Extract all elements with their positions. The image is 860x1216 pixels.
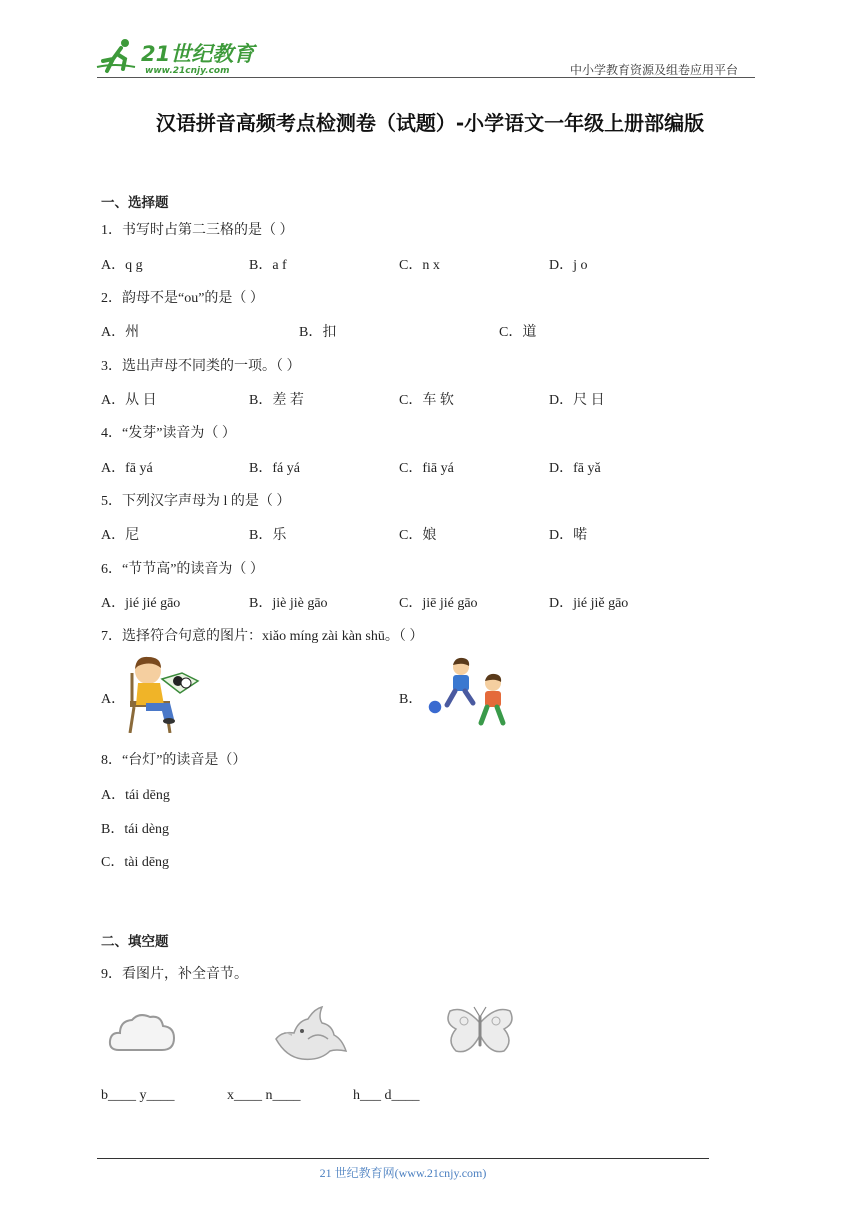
kids-playing-football-picture[interactable] — [425, 657, 515, 733]
q8-option-b[interactable]: B．tái dèng — [101, 822, 170, 837]
section-heading-fill: 二、填空题 — [101, 934, 169, 950]
q5-option-c[interactable]: C．娘 — [399, 528, 437, 543]
q7-option-a[interactable]: A． — [101, 692, 126, 707]
question-3: 3．选出声母不同类的一项。（ ） — [101, 359, 301, 374]
q6-option-a[interactable]: A．jié jié gāo — [101, 596, 181, 611]
header-divider — [97, 77, 755, 78]
q1-option-a[interactable]: A．q g — [101, 258, 143, 273]
site-tagline: 中小学教育资源及组卷应用平台 — [570, 63, 739, 77]
q1-option-d[interactable]: D．j o — [549, 258, 588, 273]
q2-option-b[interactable]: B．扣 — [299, 325, 337, 340]
question-5: 5．下列汉字声母为 l 的是（ ） — [101, 494, 291, 509]
q5-option-d[interactable]: D．喏 — [549, 528, 588, 543]
footer-text[interactable]: 21 世纪教育网(www.21cnjy.com) — [319, 1166, 487, 1180]
question-8: 8．“台灯”的读音是（） — [101, 753, 247, 768]
question-4: 4．“发芽”读音为（ ） — [101, 426, 236, 441]
runner-icon — [97, 39, 135, 71]
question-1: 1．书写时占第二三格的是（ ） — [101, 223, 294, 238]
page-title: 汉语拼音高频考点检测卷（试题）-小学语文一年级上册部编版 — [155, 111, 705, 135]
question-7: 7．选择符合句意的图片：xiǎo míng zài kàn shū。（ ） — [101, 629, 424, 644]
q4-option-b[interactable]: B．fá yá — [249, 461, 300, 476]
q8-option-c[interactable]: C．tài dēng — [101, 855, 170, 870]
q9-blank-cloud[interactable]: b____ y____ — [101, 1088, 175, 1103]
footer-divider — [97, 1158, 709, 1159]
question-6: 6．“节节高”的读音为（ ） — [101, 562, 264, 577]
q2-option-a[interactable]: A．州 — [101, 325, 140, 340]
q3-option-c[interactable]: C．车 软 — [399, 393, 454, 408]
q1-option-b[interactable]: B．a f — [249, 258, 287, 273]
q5-option-b[interactable]: B．乐 — [249, 528, 287, 543]
q4-option-c[interactable]: C．fiā yá — [399, 461, 454, 476]
q9-blank-bird[interactable]: x____ n____ — [227, 1088, 301, 1103]
q5-option-a[interactable]: A．尼 — [101, 528, 140, 543]
q6-option-d[interactable]: D．jié jiě gāo — [549, 596, 629, 611]
q3-option-b[interactable]: B．差 若 — [249, 393, 304, 408]
q3-option-a[interactable]: A．从 日 — [101, 393, 157, 408]
svg-text:www.21cnjy.com: www.21cnjy.com — [145, 66, 230, 76]
q9-blank-butterfly[interactable]: h___ d____ — [353, 1088, 420, 1103]
site-logo — [95, 37, 260, 77]
q6-option-c[interactable]: C．jiē jié gāo — [399, 596, 478, 611]
q6-option-b[interactable]: B．jiè jiè gāo — [249, 596, 328, 611]
q1-option-c[interactable]: C．n x — [399, 258, 440, 273]
bird-icon — [272, 1005, 348, 1063]
q4-option-d[interactable]: D．fā yǎ — [549, 461, 601, 476]
question-2: 2．韵母不是“ou”的是（ ） — [101, 291, 264, 306]
butterfly-icon — [444, 1005, 516, 1057]
q7-option-b[interactable]: B． — [399, 692, 423, 707]
section-heading-choice: 一、选择题 — [101, 195, 169, 211]
q4-option-a[interactable]: A．fā yá — [101, 461, 153, 476]
q8-option-a[interactable]: A．tái dēng — [101, 788, 170, 803]
q3-option-d[interactable]: D．尺 日 — [549, 393, 605, 408]
question-9: 9．看图片，补全音节。 — [101, 967, 248, 982]
svg-text:21世纪教育: 21世纪教育 — [141, 42, 255, 66]
cloud-icon — [107, 1010, 177, 1056]
q2-option-c[interactable]: C．道 — [499, 325, 537, 340]
boy-reading-picture[interactable] — [124, 653, 202, 733]
